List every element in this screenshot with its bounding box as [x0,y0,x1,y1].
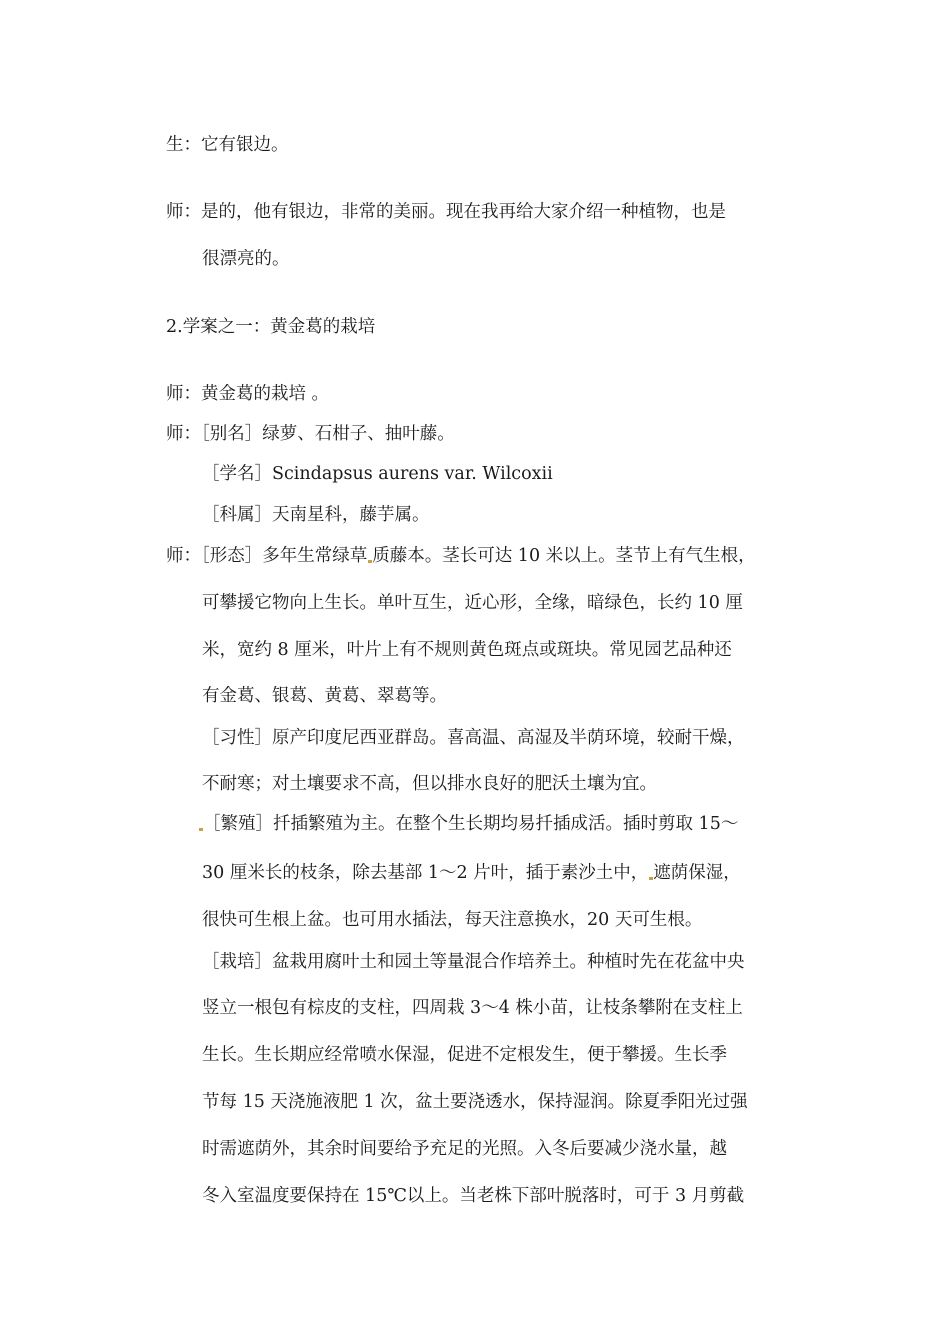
text-segment: 30 厘米长的枝条，除去基部 1～2 片叶，插于素沙土中， [202,863,649,883]
section-heading: 2.学案之一：黄金葛的栽培 [166,317,376,337]
text-line: 师：黄金葛的栽培 。 [166,384,330,404]
text-line: 冬入室温度要保持在 15℃以上。当老株下部叶脱落时，可于 3 月剪截 [202,1186,745,1206]
text-line [198,812,738,836]
text-line: ［科属］天南星科，藤芋属。 [202,505,430,525]
text-line [202,861,741,885]
text-line: ［学名］Scindapsus aurens var. Wilcoxii [202,464,553,484]
text-line: 生：它有银边。 [166,135,289,155]
text-line: 很漂亮的。 [202,249,290,269]
text-line: 不耐寒；对土壤要求不高，但以排水良好的肥沃土壤为宜。 [202,774,657,794]
text-line: 米，宽约 8 厘米，叶片上有不规则黄色斑点或斑块。常见园艺品种还 [202,640,732,660]
text-segment: 师：［形态］多年生常绿草 [166,546,368,566]
text-line: ［栽培］盆栽用腐叶土和园土等量混合作培养土。种植时先在花盆中央 [202,952,745,972]
text-line: 师：［别名］绿萝、石柑子、抽叶藤。 [166,424,455,444]
text-line: 师：是的，他有银边，非常的美丽。现在我再给大家介绍一种植物，也是 [166,202,726,222]
text-line: 生长。生长期应经常喷水保湿，促进不定根发生，便于攀援。生长季 [202,1045,727,1065]
text-line: 可攀援它物向上生长。单叶互生，近心形，全缘，暗绿色，长约 10 厘 [202,593,743,613]
text-segment: ［繁殖］扦插繁殖为主。在整个生长期均易扦插成活。插时剪取 15～ [203,814,739,834]
text-segment: 遮荫保湿， [653,863,741,883]
text-line: 有金葛、银葛、黄葛、翠葛等。 [202,686,447,706]
text-segment: 质藤本。茎长可达 10 米以上。茎节上有气生根， [372,546,756,566]
text-line: 竖立一根包有棕皮的支柱，四周栽 3～4 株小苗，让枝条攀附在支柱上 [202,998,743,1018]
text-line: 很快可生根上盆。也可用水插法，每天注意换水，20 天可生根。 [202,910,703,930]
text-line: 节每 15 天浇施液肥 1 次，盆土要浇透水，保持湿润。除夏季阳光过强 [202,1092,748,1112]
edit-mark-icon [199,828,203,831]
text-line [166,544,756,568]
text-line: ［习性］原产印度尼西亚群岛。喜高温、高湿及半荫环境，较耐干燥， [202,728,745,748]
text-line: 时需遮荫外，其余时间要给予充足的光照。入冬后要减少浇水量，越 [202,1139,727,1159]
